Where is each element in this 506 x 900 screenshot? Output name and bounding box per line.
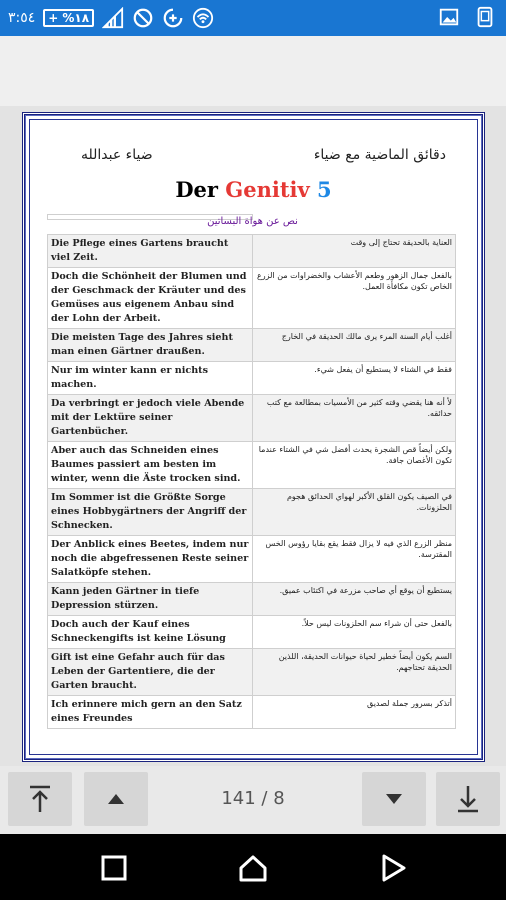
arabic-translation: العناية بالحديقة تحتاج إلى وقت xyxy=(253,235,456,268)
arabic-translation: بالفعل جمال الزهور وطعم الأعشاب والخضراوات من الزرع الخاص تكون مكافأة العمل. xyxy=(253,268,456,329)
triangle-up-icon xyxy=(107,793,125,805)
page-controls xyxy=(0,766,506,834)
status-left xyxy=(8,7,214,29)
last-page-icon xyxy=(455,784,481,814)
battery-charging-icon: + %١٨ xyxy=(43,9,94,27)
status-bar xyxy=(0,0,506,36)
table-row xyxy=(48,442,456,489)
title-prefix: Der xyxy=(175,177,226,202)
german-sentence: Die meisten Tage des Jahres sieht man einen Gärtner draußen. xyxy=(48,329,253,362)
dnd-icon xyxy=(132,7,154,29)
table-row xyxy=(48,696,456,729)
table-row xyxy=(48,616,456,649)
arabic-translation: أغلب أيام السنة المرء يرى مالك الحديقة في الخارج xyxy=(253,329,456,362)
table-row xyxy=(48,329,456,362)
german-sentence: Doch auch der Kauf eines Schneckengifts ist keine Lösung xyxy=(48,616,253,649)
navigation-bar xyxy=(0,834,506,900)
wifi-icon xyxy=(192,7,214,29)
german-sentence: Die Pflege eines Gartens braucht viel Zeit. xyxy=(48,235,253,268)
clock: ٣:٥٤ xyxy=(8,10,36,26)
status-right xyxy=(438,6,496,28)
image-icon xyxy=(438,6,460,28)
arabic-translation: السم يكون أيضاً خطير لحياة حيوانات الحديقة، اللذين الحديقة تحتاجهم. xyxy=(253,649,456,696)
recents-icon[interactable] xyxy=(98,852,130,884)
table-row xyxy=(48,536,456,583)
german-sentence: Gift ist eine Gefahr auch für das Leben der Gartentiere, die der Garten braucht. xyxy=(48,649,253,696)
toolbar-area xyxy=(0,36,506,106)
german-sentence: Doch die Schönheit der Blumen und der Geschmack der Kräuter und des Gemüses aus eigenem Anbau sind der Lohn der Arbeit. xyxy=(48,268,253,329)
german-sentence: Kann jeden Gärtner in tiefe Depression stürzen. xyxy=(48,583,253,616)
table-caption: نص عن هواة البساتين xyxy=(207,215,298,227)
arabic-translation: أتذكر بسرور جملة لصديق xyxy=(253,696,456,729)
german-sentence: Im Sommer ist die Größte Sorge eines Hobbygärtners der Angriff der Schnecken. xyxy=(48,489,253,536)
page-indicator: 141 / 8 xyxy=(221,788,285,809)
header-left-text: ضياء عبدالله xyxy=(81,147,153,163)
first-page-icon xyxy=(27,784,53,814)
battery-level: %١٨ xyxy=(62,11,90,25)
arabic-translation: في الصيف يكون القلق الأكبر لهواي الحدائق هجوم الحلزونات. xyxy=(253,489,456,536)
previous-page-button[interactable] xyxy=(84,772,148,826)
table-row xyxy=(48,489,456,536)
table-row xyxy=(48,395,456,442)
next-page-button[interactable] xyxy=(362,772,426,826)
table-row xyxy=(48,649,456,696)
german-sentence: Aber auch das Schneiden eines Baumes passiert am besten im winter, wenn die Äste trocken sind. xyxy=(48,442,253,489)
title-number: 5 xyxy=(317,177,332,202)
signal-icon xyxy=(102,7,124,29)
german-sentence: Ich erinnere mich gern an den Satz eines Freundes xyxy=(48,696,253,729)
table-row xyxy=(48,268,456,329)
table-row xyxy=(48,362,456,395)
last-page-button[interactable] xyxy=(436,772,500,826)
data-saver-icon xyxy=(162,7,184,29)
screenshot-icon xyxy=(474,6,496,28)
arabic-translation: فقط في الشتاء لا يستطيع أن يفعل شيء. xyxy=(253,362,456,395)
german-sentence: Nur im winter kann er nichts machen. xyxy=(48,362,253,395)
back-icon[interactable] xyxy=(377,852,409,884)
table-row xyxy=(48,235,456,268)
title-word: Genitiv xyxy=(225,177,310,202)
german-sentence: Da verbringt er jedoch viele Abende mit der Lektüre seiner Gartenbücher. xyxy=(48,395,253,442)
arabic-translation: منظر الزرع الذي فيه لا يزال فقط يقع بقايا رؤوس الخس المقترسة. xyxy=(253,536,456,583)
arabic-translation: يستطيع أن يوقع أي صاحب مزرعة في اكتئاب عميق. xyxy=(253,583,456,616)
triangle-down-icon xyxy=(385,793,403,805)
table-row xyxy=(48,583,456,616)
arabic-translation: بالفعل حتى أن شراء سم الحلزونات ليس حلاً. xyxy=(253,616,456,649)
german-sentence: Der Anblick eines Beetes, indem nur noch die abgefressenen Reste seiner Salatköpfe stehen. xyxy=(48,536,253,583)
arabic-translation: ولكن أيضاً قص الشجرة يحدث أفضل شي في الشتاء عندما تكون الأغصان جافة. xyxy=(253,442,456,489)
pdf-viewer[interactable] xyxy=(0,106,506,766)
page-title xyxy=(25,177,482,202)
home-icon[interactable] xyxy=(237,852,269,884)
first-page-button[interactable] xyxy=(8,772,72,826)
translation-table xyxy=(47,214,456,729)
document-page xyxy=(22,112,485,762)
arabic-translation: لأ أنه هنا يقضي وقته كثير من الأمسيات بمطالعة مع كتب حدائقه. xyxy=(253,395,456,442)
header-right-text: دقائق الماضية مع ضياء xyxy=(313,147,446,163)
